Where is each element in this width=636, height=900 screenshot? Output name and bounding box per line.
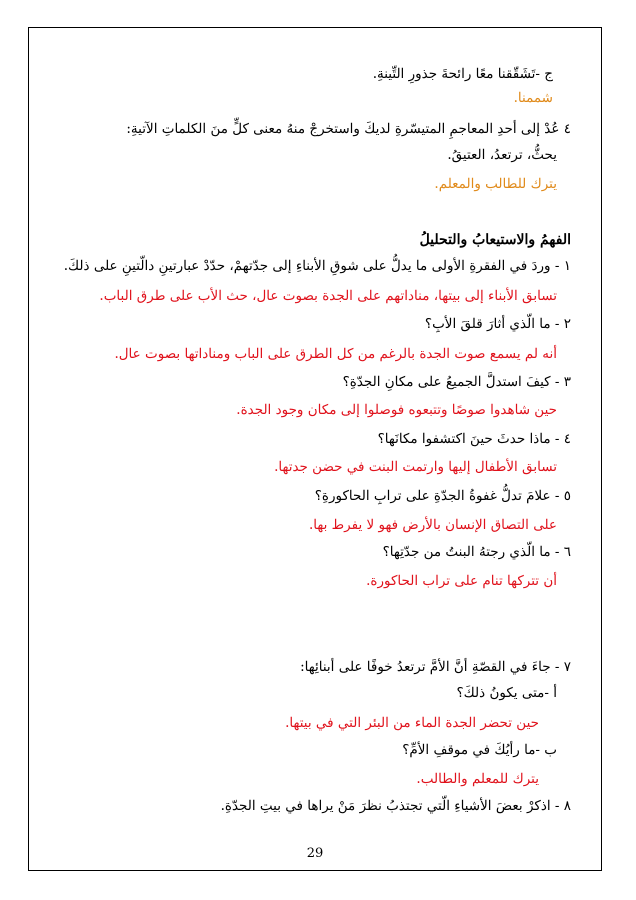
answer-s7b: يترك للمعلم والطالب. (416, 771, 539, 787)
question-4-words: يحثُّ، ترتعدُ، العتيقُ. (447, 147, 557, 163)
question-s5: ٥ - علامَ تدلُّ غفوةُ الجدّةِ على ترابِ الحاكورةِ؟ (314, 488, 571, 504)
answer-s6: أن تتركها تنام على تراب الحاكورة. (366, 573, 557, 589)
answer-s7a: حين تحضر الجدة الماء من البئر التي في بيتها. (285, 715, 539, 731)
page-number: 29 (306, 846, 324, 861)
question-s3: ٣ - كيفَ استدلَّ الجميعُ على مكانِ الجدّةِ؟ (342, 374, 571, 390)
question-s4: ٤ - ماذا حدثَ حينَ اكتشفوا مكانَها؟ (377, 431, 571, 447)
item-c: ج -تَشَقّقنا معًا رائحةَ جذورِ التِّينةِ. (372, 66, 553, 82)
question-s2: ٢ - ما الّذي أثارَ قلقَ الأبِ؟ (424, 316, 571, 332)
question-s1: ١ - وردَ في الفقرةِ الأولى ما يدلُّ على شوقِ الأبناءِ إلى جدّتهمْ، حدّدْ عبارتينِ دالّتينِ على ذلكَ. (63, 258, 571, 274)
question-s6: ٦ - ما الّذي رجتهُ البنتُ من جدّتِها؟ (382, 544, 571, 560)
answer-s1: تسابق الأبناء إلى بيتها، مناداتهم على الجدة بصوت عال، حث الأب على طرق الباب. (99, 288, 557, 304)
question-4: ٤ عُدْ إلى أحدِ المعاجمِ المتيسّرةِ لديكَ واستخرجْ منهُ معنى كلٍّ منَ الكلماتِ الآتيةِ: (126, 121, 571, 137)
page-frame (28, 27, 602, 871)
question-s7b: ب -ما رأيُكَ في موقفِ الأمِّ؟ (402, 742, 557, 758)
question-4-answer: يترك للطالب والمعلم. (434, 176, 557, 192)
section-heading: الفهمُ والاستيعابُ والتحليلُ (419, 232, 571, 248)
answer-s3: حين شاهدوا صوصًا وتتبعوه فوصلوا إلى مكان وجود الجدة. (236, 402, 557, 418)
answer-s5: على التصاق الإنسان بالأرض فهو لا يفرط بها. (309, 517, 557, 533)
item-c-answer: شممنا. (513, 90, 553, 106)
question-s8: ٨ - اذكرْ بعضَ الأشياءِ الّتي تجتذبُ نظرَ مَنْ يراها في بيتِ الجدّةِ. (220, 798, 571, 814)
question-s7: ٧ - جاءَ في القصّةِ أنَّ الأمَّ ترتعدُ خوفًا على أبنائِها: (300, 659, 571, 675)
answer-s4: تسابق الأطفال إليها وارتمت البنت في حضن جدتها. (274, 459, 557, 475)
answer-s2: أنه لم يسمع صوت الجدة بالرغم من كل الطرق على الباب ومناداتها بصوت عال. (114, 346, 557, 362)
question-s7a: أ -متى يكونُ ذلكَ؟ (456, 685, 557, 701)
